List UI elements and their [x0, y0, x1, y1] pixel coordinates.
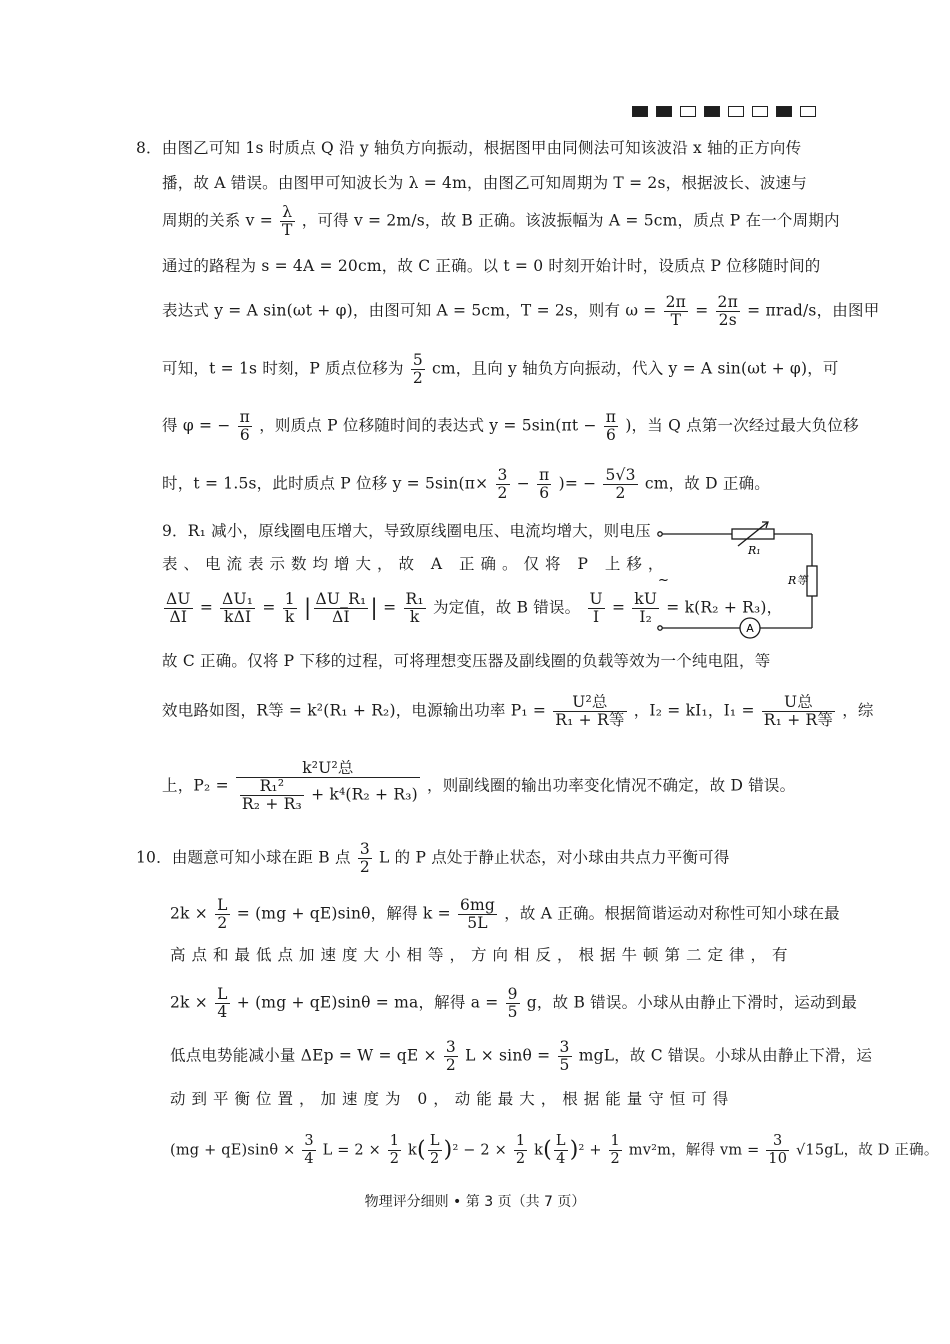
terminal-top — [658, 532, 662, 536]
fraction: $\frac{1}{2}$ — [610, 1133, 620, 1167]
fraction: $\frac{2\pi}{T}$ — [665, 293, 687, 329]
fraction: $\frac{3}{5}$ — [559, 1038, 570, 1074]
terminal-bottom — [658, 626, 662, 630]
fraction: $\frac{L}{2}$ — [429, 1133, 440, 1167]
q8-line-5: 表达式 y = A sin(ωt + φ)，由图可知 A = 5cm，T = 2s，则有 ω = $\frac{2\pi}{T}$ = $\frac{2\pi}{2s}$ = πrad/s，由图甲 — [162, 293, 880, 329]
q10-line-2: 2k × $\frac{L}{2}$ = (mg + qE)sinθ，解得 k = $\frac{6mg}{5L}$ ，故 A 正确。根据简谐运动对称性可知小球在最 — [170, 896, 840, 932]
q9-line-2: 表、电流表示数均增大，故 A 正确。仅将 P 上移， — [162, 555, 670, 573]
fraction: $\frac{1}{2}$ — [389, 1133, 400, 1167]
mark-0 — [632, 106, 648, 117]
fraction: $\frac{3}{2}$ — [497, 466, 508, 502]
q9-line-6: 上，P₂ = k²U²总 $\frac{\text{R₁²}}{\text{R₂ + R₃}}$ + k⁴(R₂ + R₃) ，则副线圈的输出功率变化情况不确定，故 D 错误。 — [162, 759, 796, 813]
fraction: $\frac{1}{2}$ — [515, 1133, 526, 1167]
fraction: $\frac{L}{4}$ — [555, 1133, 566, 1167]
q8-line-1: 8．由图乙可知 1s 时质点 Q 沿 y 轴负方向振动，根据图甲由同侧法可知该波沿 x 轴的正方向传 — [136, 139, 802, 157]
label-ammeter: A — [746, 622, 754, 635]
equivalent-resistor — [807, 566, 817, 596]
fraction: $\frac{5√3}{2}$ — [605, 466, 636, 502]
fraction: $\frac{kU}{\text{I₂}}$ — [634, 590, 658, 626]
fraction: $\frac{\Delta U}{\Delta I}$ — [166, 590, 191, 626]
equivalent-circuit-diagram — [650, 518, 826, 640]
fraction: $\frac{\pi}{6}$ — [239, 408, 251, 444]
q9-line-3: $\frac{\Delta U}{\Delta I}$ = ΔU₁ kΔI = $\frac{1}{k}$ | $\frac{\text{ΔU\_R₁}}{\Delta I}$ | = $\frac{\text{R₁}}{k}$ 为定值，故 B 错误。 $\frac{U}{I}$ = $\frac{kU}{\text{I₂}}$ = k(R₂ + R₃)， — [166, 590, 783, 626]
fraction: $\frac{3}{2}$ — [359, 840, 370, 876]
fraction: $\frac{U}{I}$ — [589, 590, 603, 626]
fraction: $\frac{9}{5}$ — [507, 985, 518, 1021]
fraction: $\frac{3}{4}$ — [304, 1133, 314, 1167]
q8-line-2: 播，故 A 错误。由图甲可知波长为 λ = 4m，由图乙可知周期为 T = 2s，根据波长、波速与 — [162, 174, 807, 192]
fraction: $\frac{L}{4}$ — [217, 985, 228, 1021]
fraction: ΔU₁ kΔI — [222, 590, 254, 626]
fraction: $\frac{\pi}{6}$ — [539, 466, 550, 502]
fraction: $\frac{\text{R₁}}{k}$ — [405, 590, 424, 626]
mark-2 — [680, 106, 696, 117]
fraction: $\frac{\text{ΔU\_R₁}}{\Delta I}$ — [315, 590, 367, 626]
fraction: $\frac{3}{10}$ — [768, 1133, 788, 1167]
q10-line-3: 高点和最低点加速度大小相等，方向相反，根据牛顿第二定律，有 — [170, 946, 794, 964]
q9-line-5: 效电路如图，R等 = k²(R₁ + R₂)，电源输出功率 P₁ = U²总 R₁ + R等 ，I₂ = kI₁，I₁ = U总 R₁ + R等 ，综 — [162, 693, 874, 729]
compound-fraction: k²U²总 $\frac{\text{R₁²}}{\text{R₂ + R₃}}$ + k⁴(R₂ + R₃) — [236, 760, 420, 813]
q10-line-5: 低点电势能减小量 ΔEp = W = qE × $\frac{3}{2}$ L × sinθ = $\frac{3}{5}$ mgL，故 C 错误。小球从由静止下滑，运 — [170, 1038, 873, 1074]
q8-line-3: 周期的关系 v = $\frac{\lambda}{T}$ ，可得 v = 2m/s，故 B 正确。该波振幅为 A = 5cm，质点 P 在一个周期内 — [162, 203, 840, 239]
q10-line-6: 动到平衡位置，加速度为 0，动能最大，根据能量守恒可得 — [170, 1090, 735, 1108]
fraction: $\frac{3}{2}$ — [445, 1038, 456, 1074]
q8-line-4: 通过的路程为 s = 4A = 20cm，故 C 正确。以 t = 0 时刻开始计时，设质点 P 位移随时间的 — [162, 257, 821, 275]
q10-line-7: (mg + qE)sinθ × $\frac{3}{4}$ L = 2 × $\frac{1}{2}$ k( $\frac{L}{2}$ )² − 2 × $\frac{1}{2}$ k( $\frac{L}{4}$ )² + $\frac{1}{2}$ mv²m，解得 vm = $\frac{3}{10}$ √15gL，故 D 正确。 — [170, 1133, 939, 1167]
page-footer: 物理评分细则 • 第 3 页（共 7 页） — [364, 1194, 586, 1210]
q10-line-1: 10．由题意可知小球在距 B 点 $\frac{3}{2}$ L 的 P 点处于静止状态，对小球由共点力平衡可得 — [136, 840, 730, 876]
q9-line-4: 故 C 正确。仅将 P 下移的过程，可将理想变压器及副线圈的负载等效为一个纯电阻，等 — [162, 652, 771, 670]
mark-3 — [704, 106, 720, 117]
label-r1: R₁ — [748, 544, 761, 557]
fraction: $\frac{L}{2}$ — [217, 896, 228, 932]
fraction: $\frac{5}{2}$ — [412, 351, 423, 387]
fraction: $\frac{1}{k}$ — [284, 590, 295, 626]
q8-line-8: 时，t = 1.5s，此时质点 P 位移 y = 5sin(π× $\frac{3}{2}$ − $\frac{\pi}{6}$ )= − $\frac{5√3}{2}$ cm，故 D 正确。 — [162, 466, 770, 502]
source-symbol: ~ — [658, 573, 669, 588]
fraction: $\frac{\pi}{6}$ — [605, 408, 617, 444]
mark-5 — [752, 106, 768, 117]
progress-marks — [632, 106, 816, 117]
label-req: R等 — [788, 574, 808, 587]
q10-line-4: 2k × $\frac{L}{4}$ + (mg + qE)sinθ = ma，解得 a = $\frac{9}{5}$ g，故 B 错误。小球从由静止下滑时，运动到最 — [170, 985, 858, 1021]
q8-line-7: 得 φ = − $\frac{\pi}{6}$ ，则质点 P 位移随时间的表达式 y = 5sin(πt − $\frac{\pi}{6}$ )，当 Q 点第一次经过最大负位移 — [162, 408, 859, 444]
fraction: U²总 R₁ + R等 — [555, 693, 625, 729]
q8-line-6: 可知，t = 1s 时刻，P 质点位移为 $\frac{5}{2}$ cm，且向 y 轴负方向振动，代入 y = A sin(ωt + φ)，可 — [162, 351, 839, 387]
mark-4 — [728, 106, 744, 117]
fraction: $\frac{\lambda}{T}$ — [282, 203, 293, 239]
fraction: $\frac{6mg}{5L}$ — [459, 896, 496, 932]
fraction: $\frac{2\pi}{2s}$ — [717, 293, 738, 329]
fraction: U总 R₁ + R等 — [763, 693, 834, 729]
fraction: $\frac{\text{R₁²}}{\text{R₂ + R₃}}$ — [241, 777, 302, 813]
mark-6 — [776, 106, 792, 117]
mark-1 — [656, 106, 672, 117]
mark-7 — [800, 106, 816, 117]
q9-line-1: 9．R₁ 减小，原线圈电压增大，导致原线圈电压、电流均增大，则电压 — [162, 522, 651, 540]
